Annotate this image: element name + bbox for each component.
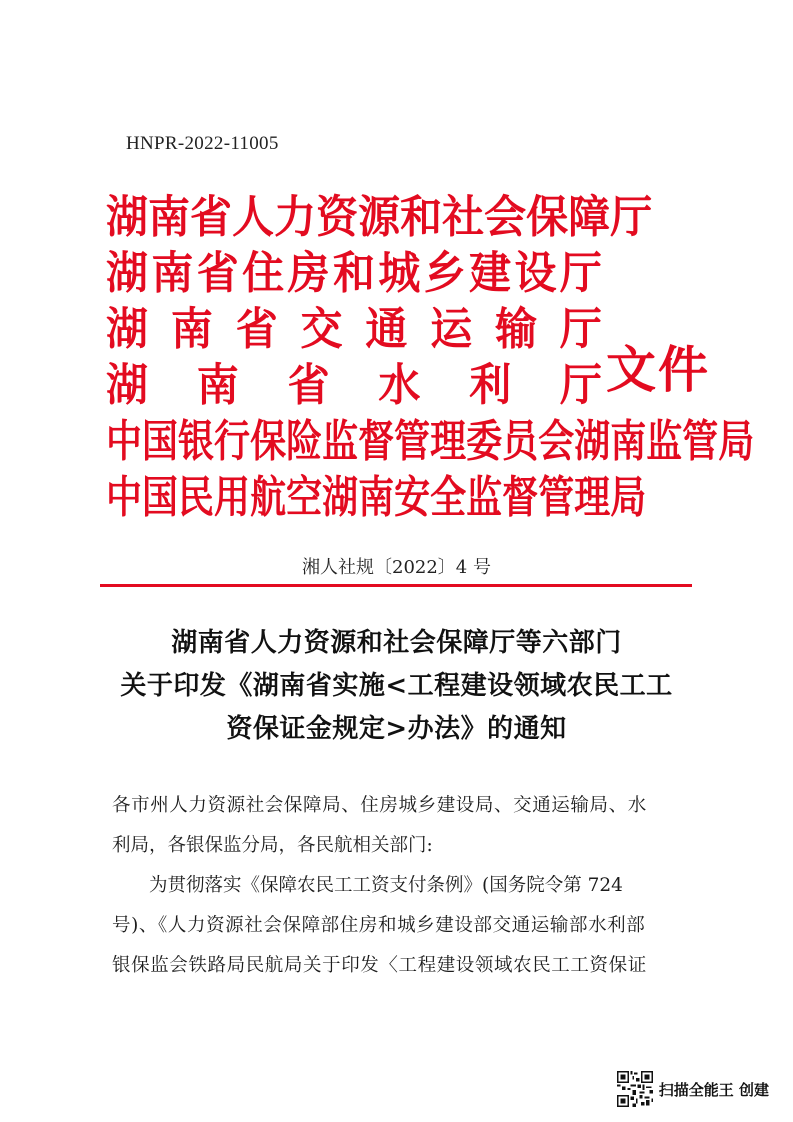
issuer-char: 省 <box>235 302 278 355</box>
issuer-char: 员 <box>502 416 539 467</box>
issuer-char: 交 <box>300 302 343 355</box>
title-line-2: 关于印发《湖南省实施<工程建设领域农民工工 <box>120 671 673 701</box>
document-number: 湘人社规〔2022〕4 号 <box>302 557 491 578</box>
issuer-char: 湖 <box>574 416 611 467</box>
issuer-line <box>106 410 755 467</box>
issuer-char: 民 <box>178 472 215 523</box>
issuer-char: 省 <box>190 190 233 243</box>
issuer-char: 南 <box>170 302 213 355</box>
issuer-char: 管 <box>538 472 575 523</box>
issuer-char: 会 <box>538 416 575 467</box>
issuer-char: 利 <box>469 358 512 411</box>
issuer-char: 监 <box>646 416 683 467</box>
paragraph-line-2: 号)、《人力资源社会保障部住房和城乡建设部交通运输部水利部 <box>112 915 646 936</box>
issuer-line <box>106 466 647 523</box>
issuer-char: 保 <box>526 190 569 243</box>
issuer-char: 湖 <box>106 246 149 299</box>
issuer-char: 空 <box>286 472 323 523</box>
issuer-char: 社 <box>442 190 485 243</box>
issuer-line <box>106 354 602 410</box>
issuer-char: 人 <box>232 190 275 243</box>
issuer-char: 南 <box>151 246 194 299</box>
issuer-char: 湖 <box>106 358 149 411</box>
issuer-char: 中 <box>106 416 143 467</box>
issuer-char: 督 <box>358 416 395 467</box>
issuer-char: 厅 <box>559 358 602 411</box>
issuer-line <box>106 242 602 298</box>
issuer-char: 中 <box>106 472 143 523</box>
issuer-char: 湖 <box>106 302 149 355</box>
issuer-char: 省 <box>196 246 239 299</box>
issuer-char: 和 <box>332 246 375 299</box>
title-line-3: 资保证金规定>办法》的通知 <box>226 714 567 744</box>
issuer-char: 输 <box>495 302 538 355</box>
issuer-line <box>106 186 653 243</box>
issuer-char: 设 <box>514 246 557 299</box>
issuer-char: 管 <box>682 416 719 467</box>
issuer-char: 航 <box>250 472 287 523</box>
issuer-char: 厅 <box>610 190 653 243</box>
issuer-char: 南 <box>358 472 395 523</box>
issuer-char: 和 <box>400 190 443 243</box>
issuer-char: 水 <box>378 358 421 411</box>
issuer-char: 厅 <box>559 302 602 355</box>
issuer-char: 会 <box>484 190 527 243</box>
issuer-line <box>106 298 602 354</box>
issuer-char: 险 <box>286 416 323 467</box>
issuer-char: 力 <box>274 190 317 243</box>
issuer-char: 行 <box>214 416 251 467</box>
issuer-char: 源 <box>358 190 401 243</box>
issuer-char: 督 <box>502 472 539 523</box>
issuer-char: 管 <box>394 416 431 467</box>
issuer-char: 委 <box>466 416 503 467</box>
addressee-line-2: 利局，各银保监分局，各民航相关部门: <box>112 835 433 856</box>
issuer-char: 全 <box>430 472 467 523</box>
issuer-char: 南 <box>196 358 239 411</box>
issuer-char: 局 <box>610 472 647 523</box>
notice-body <box>112 786 692 986</box>
issuer-char: 建 <box>469 246 512 299</box>
scanner-watermark <box>617 1071 769 1107</box>
issuer-char: 保 <box>250 416 287 467</box>
issuer-char: 乡 <box>423 246 466 299</box>
issuer-char: 安 <box>394 472 431 523</box>
issuer-char: 障 <box>568 190 611 243</box>
issuer-char: 房 <box>287 246 330 299</box>
issuer-char: 国 <box>142 416 179 467</box>
red-divider <box>100 584 692 587</box>
issuer-char: 监 <box>322 416 359 467</box>
issuer-char: 资 <box>316 190 359 243</box>
issuer-char: 运 <box>430 302 473 355</box>
issuer-char: 理 <box>430 416 467 467</box>
issuer-char: 国 <box>142 472 179 523</box>
document-suffix: 文件 <box>606 341 710 399</box>
addressee-line-1: 各市州人力资源社会保障局、住房城乡建设局、交通运输局、水 <box>112 795 647 816</box>
issuer-char: 通 <box>365 302 408 355</box>
document-code: HNPR-2022-11005 <box>126 133 279 154</box>
issuer-char: 监 <box>466 472 503 523</box>
scanner-app-label: 扫描全能王 创建 <box>658 1080 769 1099</box>
qr-code-icon <box>617 1071 653 1107</box>
issuer-char: 湖 <box>322 472 359 523</box>
issuer-char: 局 <box>718 416 755 467</box>
notice-title <box>0 622 793 751</box>
issuer-char: 城 <box>378 246 421 299</box>
issuer-char: 理 <box>574 472 611 523</box>
issuer-char: 湖 <box>106 190 149 243</box>
issuer-char: 南 <box>148 190 191 243</box>
issuer-char: 厅 <box>559 246 602 299</box>
issuer-char: 银 <box>178 416 215 467</box>
issuer-char: 用 <box>214 472 251 523</box>
issuer-char: 南 <box>610 416 647 467</box>
issuer-char: 省 <box>287 358 330 411</box>
issuer-char: 住 <box>242 246 285 299</box>
paragraph-line-1: 为贯彻落实《保障农民工工资支付条例》(国务院令第 724 <box>149 875 623 896</box>
paragraph-line-3: 银保监会铁路局民航局关于印发〈工程建设领域农民工工资保证 <box>112 955 647 976</box>
title-line-1: 湖南省人力资源和社会保障厅等六部门 <box>171 628 622 658</box>
